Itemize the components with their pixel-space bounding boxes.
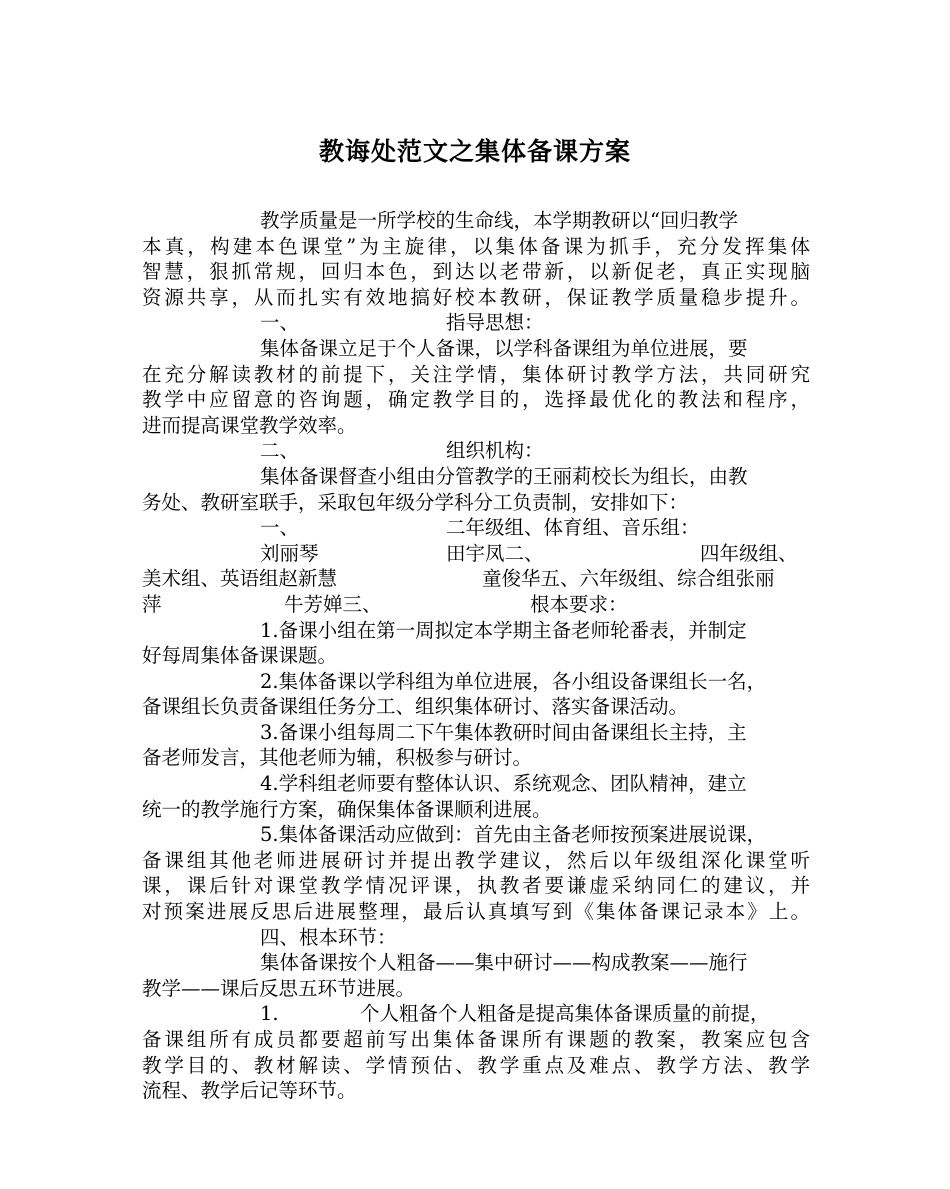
group-line: 美术组、英语组赵新慧 童俊华五、六年级组、综合组张丽: [142, 567, 775, 591]
paragraph-line: 1.备课小组在第一周拟定本学期主备老师轮番表，并制定: [260, 618, 747, 642]
paragraph-line: 备课组其他老师进展研讨并提出教学建议，然后以年级组深化课堂听: [142, 848, 810, 872]
paragraph-line: 好每周集体备课课题。: [142, 644, 338, 668]
paragraph-line: 1. 个人粗备个人粗备是提高集体备课质量的前提，: [260, 1002, 770, 1026]
paragraph-line: 对预案进展反思后进展整理，最后认真填写到《集体备课记录本》上。: [142, 900, 810, 924]
document-title: 教诲处范文之集体备课方案: [318, 137, 631, 166]
paragraph-line: 智慧，狠抓常规，回归本色，到达以老带新，以新促老，真正实现脑: [142, 260, 810, 284]
paragraph-line: 备老师发言，其他老师为辅，积极参与研讨。: [142, 746, 533, 770]
paragraph-line: 备课组长负责备课组任务分工、组织集体研讨、落实备课活动。: [142, 695, 689, 719]
paragraph-line: 教学目的、教材解读、学情预估、教学重点及难点、教学方法、教学: [142, 1053, 810, 1077]
group-line: 刘丽琴 田宇凤二、 四年级组、: [260, 541, 798, 565]
paragraph-line: 务处、教研室联手，采取包年级分学科分工负责制，安排如下：: [142, 490, 689, 514]
paragraph-line: 本真，构建本色课堂”为主旋律，以集体备课为抓手，充分发挥集体: [142, 234, 810, 258]
paragraph-line: 资源共享，从而扎实有效地搞好校本教研，保证教学质量稳步提升。: [142, 285, 810, 309]
section-heading: 根本要求：: [530, 592, 628, 616]
section-number: 二、: [260, 439, 300, 463]
section-heading-line: [142, 310, 810, 336]
paragraph-line: 在充分解读教材的前提下，关注学情，集体研讨教学方法，共同研究: [142, 362, 810, 386]
paragraph-line: 2.集体备课以学科组为单位进展，各小组设备课组长一名，: [260, 669, 767, 693]
paragraph-line: 课，课后针对课堂教学情况评课，执教者要谦虚采纳同仁的建议，并: [142, 874, 810, 898]
section-number: 一、: [260, 311, 300, 335]
document-body: [142, 208, 810, 1104]
paragraph-line: 教学——课后反思五环节进展。: [142, 976, 416, 1000]
paragraph-line: 集体备课督查小组由分管教学的王丽莉校长为组长，由教: [260, 464, 748, 488]
group-line: 一、 二年级组、体育组、音乐组：: [260, 516, 700, 540]
paragraph-line: 进而提高课堂教学效率。: [142, 413, 357, 437]
paragraph-line: 5.集体备课活动应做到：首先由主备老师按预案进展说课，: [260, 823, 767, 847]
paragraph-line: 4.学科组老师要有整体认识、系统观念、团队精神，建立: [260, 772, 747, 796]
paragraph-line: 教学质量是一所学校的生命线，本学期教研以“回归教学: [260, 209, 738, 232]
paragraph-line: 集体备课按个人粗备——集中研讨——构成教案——施行: [260, 951, 748, 975]
paragraph-line: 统一的教学施行方案，确保集体备课顺利进展。: [142, 797, 552, 821]
paragraph-line: 教学中应留意的咨询题，确定教学目的，选择最优化的教法和程序，: [142, 388, 810, 412]
section-heading-line: [142, 438, 810, 464]
section-heading: 四、根本环节：: [260, 925, 397, 949]
section-heading: 指导思想：: [446, 311, 544, 335]
section-heading: 组织机构：: [446, 439, 544, 463]
section-heading-line: [142, 925, 810, 951]
paragraph-line: 流程、教学后记等环节。: [142, 1079, 357, 1103]
paragraph-line: 3.备课小组每周二下午集体教研时间由备课组长主持，主: [260, 720, 747, 744]
paragraph-line: 备课组所有成员都要超前写出集体备课所有课题的教案，教案应包含: [142, 1028, 810, 1051]
paragraph-line: 集体备课立足于个人备课，以学科备课组为单位进展，要: [260, 336, 748, 360]
group-line: 萍 牛芳婵三、 根本要求：: [142, 592, 628, 616]
